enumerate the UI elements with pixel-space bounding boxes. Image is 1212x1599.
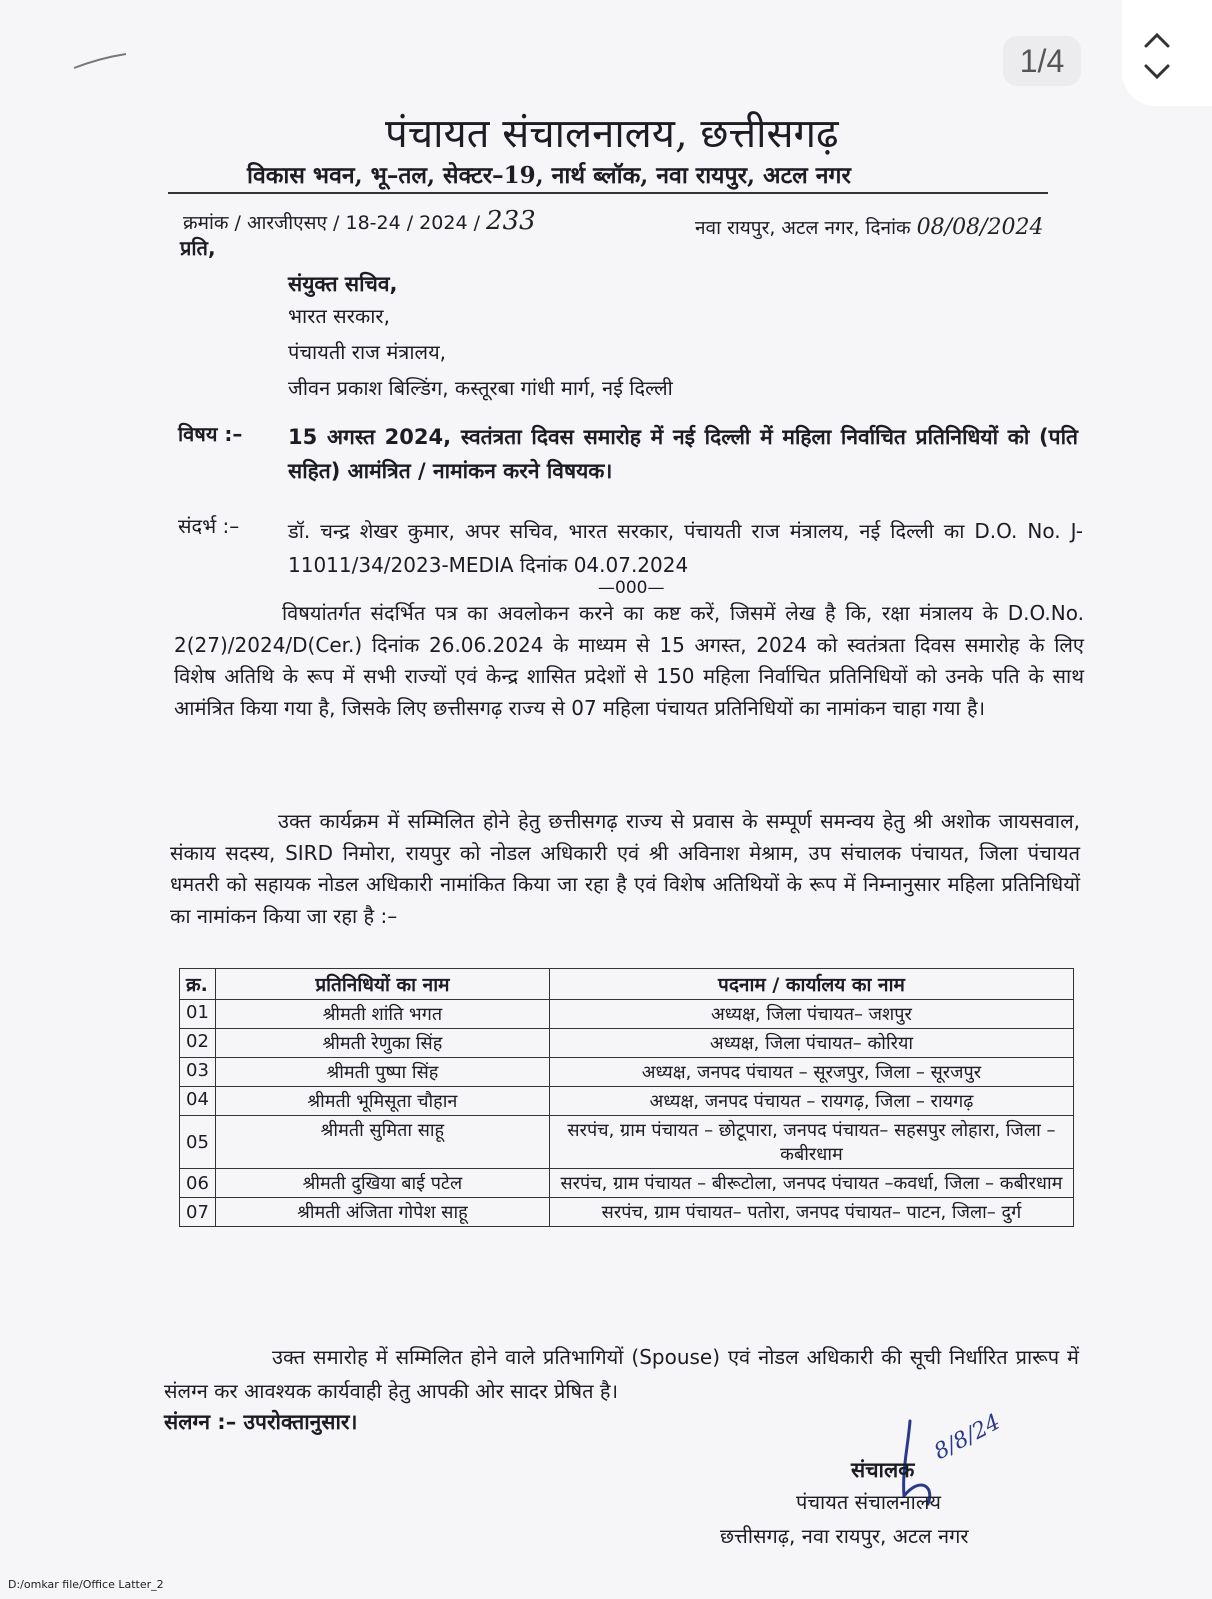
table-row xyxy=(180,1029,1074,1058)
col-name-header: प्रतिनिधियों का नाम xyxy=(215,969,549,1000)
row-serial: 02 xyxy=(180,1029,216,1058)
file-path-footer: D:/omkar file/Office Latter_2 xyxy=(8,1578,164,1591)
to-label: प्रति, xyxy=(180,236,216,260)
row-name: श्रीमती पुष्पा सिंह xyxy=(215,1058,549,1087)
separator: —000— xyxy=(598,578,665,598)
reference-text: डॉ. चन्द्र शेखर कुमार, अपर सचिव, भारत सरकार, पंचायती राज मंत्रालय, नई दिल्ली का D.O. No. J-11011/34/2023-MEDIA दिनांक 04.07.2024 xyxy=(288,519,1083,577)
row-designation: सरपंच, ग्राम पंचायत– पतोरा, जनपद पंचायत– पाटन, जिला– दुर्ग xyxy=(549,1198,1073,1227)
page-indicator-text: 1/4 xyxy=(1019,42,1065,79)
row-serial: 04 xyxy=(180,1087,216,1116)
reference-number-handwritten: 233 xyxy=(486,206,536,236)
addressee-line-3: पंचायती राज मंत्रालय, xyxy=(288,340,447,364)
signatory-designation: संचालक xyxy=(851,1458,915,1482)
table-row xyxy=(180,1000,1074,1029)
chevron-down-icon[interactable] xyxy=(1142,62,1172,82)
table-header-row xyxy=(180,969,1074,1000)
date-line-handwritten: 08/08/2024 xyxy=(916,215,1044,240)
col-designation-header: पदनाम / कार्यालय का नाम xyxy=(549,969,1073,1000)
page-indicator xyxy=(1003,36,1081,86)
body-paragraph-2: उक्त कार्यक्रम में सम्मिलित होने हेतु छत्तीसगढ़ राज्य से प्रवास के सम्पूर्ण समन्वय हेतु श्री अशोक जायसवाल, संकाय सदस्य, SIRD निमोरा, रायपुर को नोडल अधिकारी एवं श्री अविनाश मेश्राम, उप संचालक पंचायत, जिला पंचायत धमतरी को सहायक नोडल अधिकारी नामांकित किया जा रहा है एवं विशेष अतिथियों के रूप में निम्नानुसार महिला प्रतिनिधियों का नामांकन किया जा रहा है :– xyxy=(170,809,1080,928)
addressee-line-2: भारत सरकार, xyxy=(288,304,390,328)
row-name: श्रीमती भूमिसूता चौहान xyxy=(215,1087,549,1116)
page-nav-control[interactable] xyxy=(1122,0,1212,106)
chevron-up-icon[interactable] xyxy=(1142,30,1172,50)
signature-date: 8/8/24 xyxy=(930,1409,1005,1465)
row-serial: 05 xyxy=(180,1116,216,1169)
letterhead-divider xyxy=(168,192,1048,194)
col-serial-header: क्र. xyxy=(180,969,216,1000)
table-row xyxy=(180,1087,1074,1116)
body-paragraph-1: विषयांतर्गत संदर्भित पत्र का अवलोकन करने का कष्ट करें, जिसमें लेख है कि, रक्षा मंत्रालय के D.O.No. 2(27)/2024/D(Cer.) दिनांक 26.06.2024 के माध्यम से 15 अगस्त, 2024 को स्वतंत्रता दिवस समारोह के लिए विशेष अतिथि के रूप में सभी राज्यों एवं केन्द्र शासित प्रदेशों से 150 महिला निर्वाचित प्रतिनिधियों को उनके पति के साथ आमंत्रित किया गया है, जिसके लिए छत्तीसगढ़ राज्य से 07 महिला पंचायत प्रतिनिधियों का नामांकन चाहा गया है। xyxy=(174,601,1084,720)
date-line-printed: नवा रायपुर, अटल नगर, दिनांक xyxy=(695,217,911,239)
body-paragraph-3: उक्त समारोह में सम्मिलित होने वाले प्रतिभागियों (Spouse) एवं नोडल अधिकारी की सूची निर्धारित प्रारूप में संलग्न कर आवश्यक कार्यवाही हेतु आपकी ओर सादर प्रेषित है। xyxy=(164,1345,1079,1403)
subject-text: 15 अगस्त 2024, स्वतंत्रता दिवस समारोह में नई दिल्ली में महिला निर्वाचित प्रतिनिधियों को (पति सहित) आमंत्रित / नामांकन करने विषयक। xyxy=(288,425,1078,483)
letterhead-address: विकास भवन, भू–तल, सेक्टर–19, नार्थ ब्लॉक, नवा रायपुर, अटल नगर xyxy=(247,162,851,189)
date-line xyxy=(695,214,1043,240)
row-name: श्रीमती रेणुका सिंह xyxy=(215,1029,549,1058)
nominee-table xyxy=(179,968,1074,1227)
signatory-office: पंचायत संचालनालय xyxy=(796,1490,941,1514)
enclosure-text: उपरोक्तानुसार। xyxy=(243,1410,358,1434)
subject-label: विषय :– xyxy=(178,422,243,446)
addressee-line-4: जीवन प्रकाश बिल्डिंग, कस्तूरबा गांधी मार्ग, नई दिल्ली xyxy=(288,376,673,400)
enclosure-label: संलग्न :– xyxy=(164,1410,237,1434)
row-name: श्रीमती शांति भगत xyxy=(215,1000,549,1029)
signatory-place: छत्तीसगढ़, नवा रायपुर, अटल नगर xyxy=(720,1524,969,1548)
row-designation: अध्यक्ष, जिला पंचायत– कोरिया xyxy=(549,1029,1073,1058)
row-designation: अध्यक्ष, जिला पंचायत– जशपुर xyxy=(549,1000,1073,1029)
reference-number-printed: क्रमांक / आरजीएसए / 18-24 / 2024 / xyxy=(183,212,480,234)
row-serial: 01 xyxy=(180,1000,216,1029)
row-designation: सरपंच, ग्राम पंचायत – छोटूपारा, जनपद पंचायत– सहसपुर लोहारा, जिला – कबीरधाम xyxy=(549,1116,1073,1169)
row-name: श्रीमती अंजिता गोपेश साहू xyxy=(215,1198,549,1227)
enclosure xyxy=(164,1408,357,1436)
table-row xyxy=(180,1058,1074,1087)
row-designation: सरपंच, ग्राम पंचायत – बीरूटोला, जनपद पंचायत –कवर्धा, जिला – कबीरधाम xyxy=(549,1169,1073,1198)
row-name: श्रीमती सुमिता साहू xyxy=(215,1116,549,1169)
table-row xyxy=(180,1169,1074,1198)
row-designation: अध्यक्ष, जनपद पंचायत – रायगढ़, जिला – रायगढ़ xyxy=(549,1087,1073,1116)
row-name: श्रीमती दुखिया बाई पटेल xyxy=(215,1169,549,1198)
table-row xyxy=(180,1116,1074,1169)
addressee-line-1: संयुक्त सचिव, xyxy=(288,272,398,296)
table-row xyxy=(180,1198,1074,1227)
row-serial: 06 xyxy=(180,1169,216,1198)
pen-mark xyxy=(70,50,130,74)
row-serial: 07 xyxy=(180,1198,216,1227)
reference-number xyxy=(183,206,536,236)
reference-label: संदर्भ :– xyxy=(178,514,240,538)
row-serial: 03 xyxy=(180,1058,216,1087)
row-designation: अध्यक्ष, जनपद पंचायत – सूरजपुर, जिला – सूरजपुर xyxy=(549,1058,1073,1087)
letterhead-title: पंचायत संचालनालय, छत्तीसगढ़ xyxy=(385,111,839,157)
